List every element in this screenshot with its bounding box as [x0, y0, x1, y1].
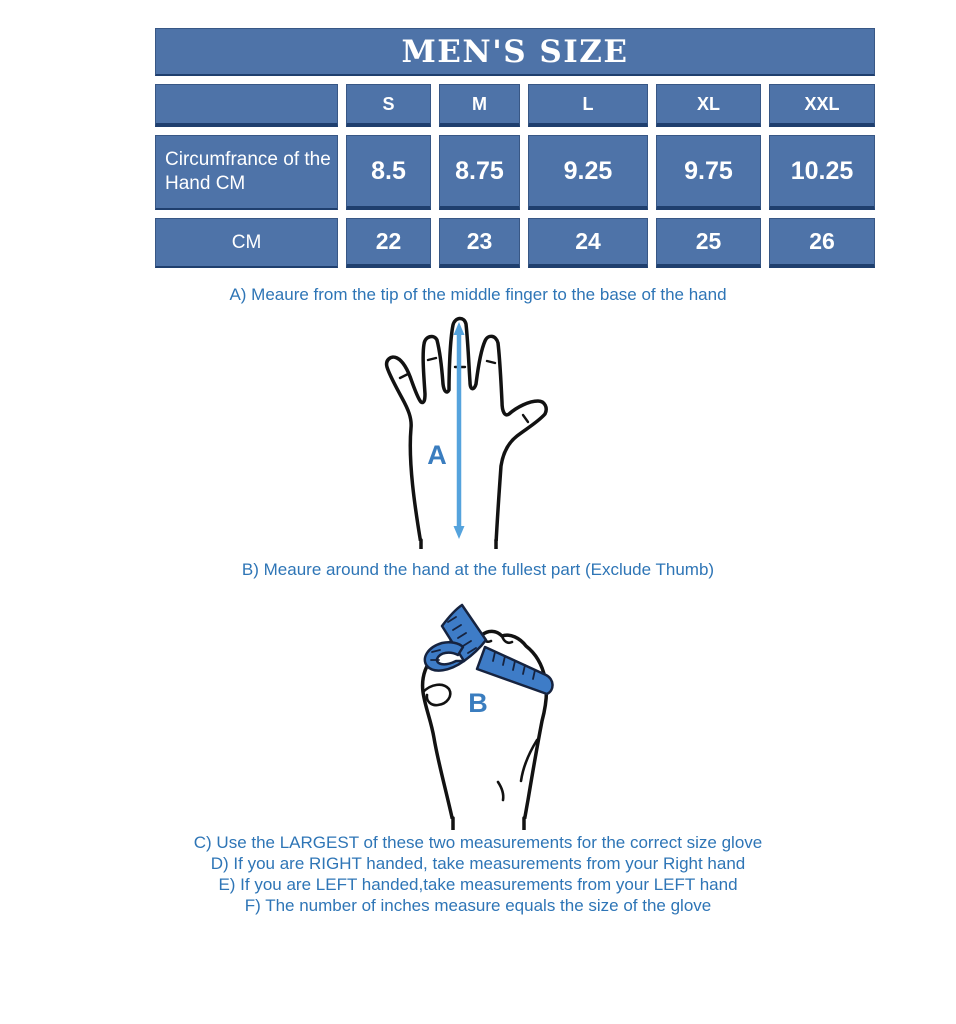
- circumference-value: 8.75: [439, 135, 520, 210]
- instruction-line-b: B) Meaure around the hand at the fullest part (Exclude Thumb): [241, 560, 715, 579]
- cm-value: 22: [346, 218, 431, 268]
- hand-measure-figure: [358, 312, 598, 549]
- row-label-cm: CM: [155, 218, 338, 268]
- col-header-s: S: [346, 84, 431, 127]
- instruction-block: [0, 832, 956, 916]
- cm-value: 24: [528, 218, 648, 268]
- instruction-line-c: C) Use the LARGEST of these two measurements for the correct size glove: [193, 833, 763, 852]
- figure-letter-a: A: [427, 440, 447, 470]
- cm-value: 23: [439, 218, 520, 268]
- figure-letter-b: B: [468, 688, 488, 718]
- hand-outline: [387, 318, 547, 544]
- circumference-value: 9.75: [656, 135, 761, 210]
- cm-value: 25: [656, 218, 761, 268]
- col-header-xl: XL: [656, 84, 761, 127]
- instruction-line-e: E) If you are LEFT handed,take measurements from your LEFT hand: [218, 875, 738, 894]
- instruction-line-a: A) Meaure from the tip of the middle finger to the base of the hand: [229, 285, 727, 304]
- col-header-l: L: [528, 84, 648, 127]
- mens-size-table: [155, 28, 875, 268]
- wrist-opening: [448, 819, 530, 830]
- col-header-m: M: [439, 84, 520, 127]
- circumference-value: 8.5: [346, 135, 431, 210]
- instruction-line-d: D) If you are RIGHT handed, take measurements from your Right hand: [210, 854, 746, 873]
- circumference-value: 10.25: [769, 135, 875, 210]
- corner-cell: [155, 84, 338, 127]
- wrist-opening: [415, 541, 502, 549]
- table-title: MEN'S SIZE: [155, 28, 875, 76]
- fist-measure-figure: [398, 590, 578, 830]
- row-label-circumference: Circumfrance of the Hand CM: [155, 135, 338, 210]
- col-header-xxl: XXL: [769, 84, 875, 127]
- instruction-line-f: F) The number of inches measure equals the size of the glove: [244, 896, 712, 915]
- circumference-value: 9.25: [528, 135, 648, 210]
- cm-value: 26: [769, 218, 875, 268]
